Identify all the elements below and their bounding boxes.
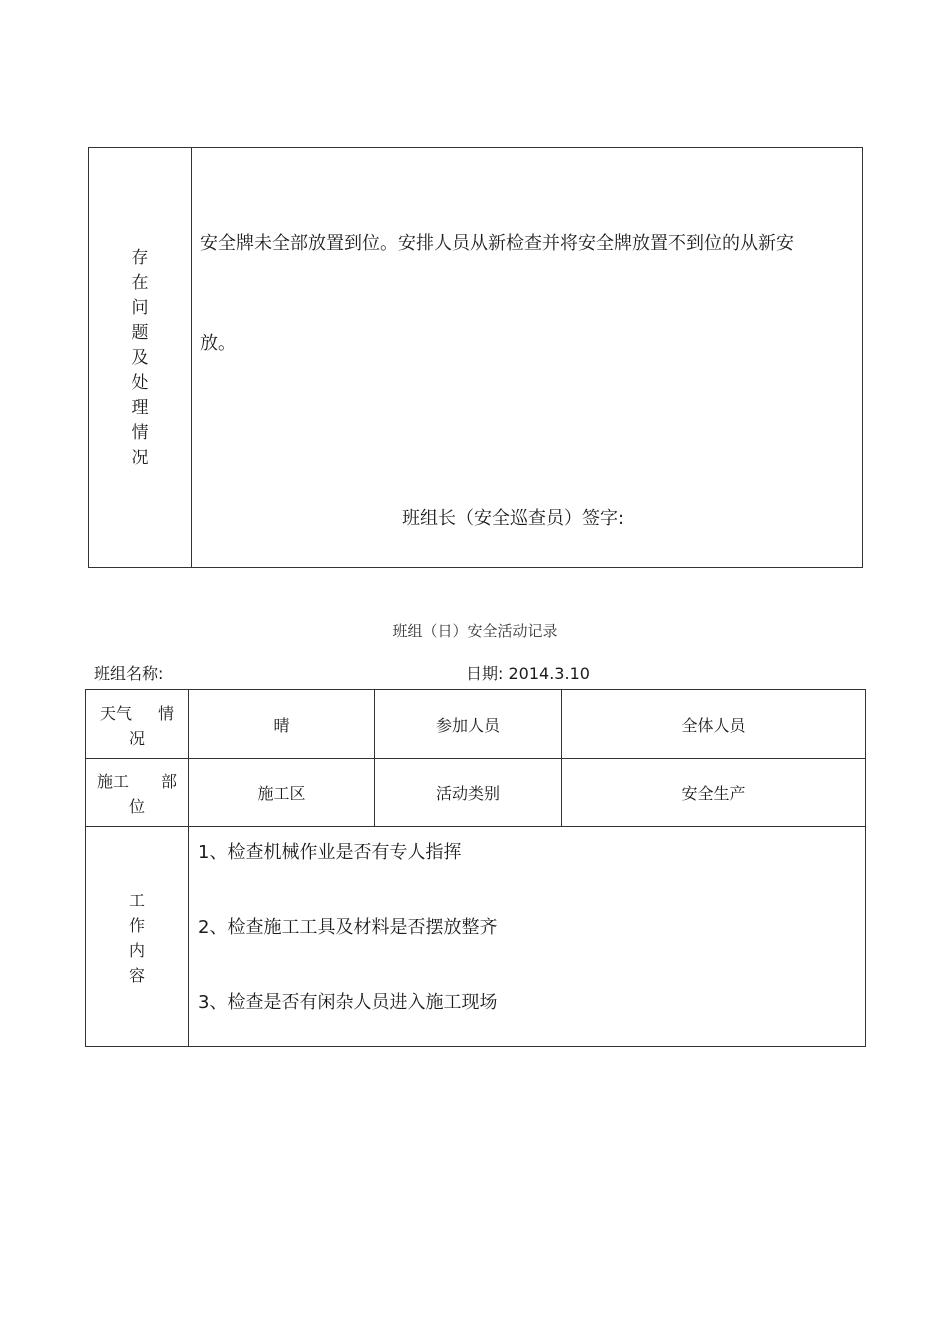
team-name-label: 班组名称: xyxy=(94,664,164,683)
issues-content-line-2: 放。 xyxy=(200,333,236,354)
participants-value: 全体人员 xyxy=(681,715,746,735)
issues-label-char: 情 xyxy=(131,423,149,443)
issues-table-divider xyxy=(191,147,192,568)
site-value: 施工区 xyxy=(257,784,306,803)
work-item: 3、检查是否有闲杂人员进入施工现场 xyxy=(198,992,498,1013)
issues-label-char: 况 xyxy=(131,448,149,468)
date-value: 2014.3.10 xyxy=(508,664,590,683)
issues-label-char: 存 xyxy=(131,248,149,268)
site-label-part: 施工 xyxy=(97,772,130,791)
participants-label: 参加人员 xyxy=(435,715,500,735)
activity-type-value: 安全生产 xyxy=(681,784,746,803)
table-row-divider-2 xyxy=(85,826,866,827)
activity-type-label: 活动类别 xyxy=(435,784,500,803)
issues-label-char: 题 xyxy=(131,323,149,343)
issues-label-char: 在 xyxy=(131,273,149,293)
issues-label-char: 问 xyxy=(131,298,149,318)
issues-label-char: 处 xyxy=(131,373,149,393)
site-label-part: 位 xyxy=(129,797,146,816)
work-item: 2、检查施工工具及材料是否摆放整齐 xyxy=(198,917,498,938)
weather-label-part: 情 xyxy=(158,704,175,723)
date-label: 日期: xyxy=(466,664,504,683)
work-label-char: 作 xyxy=(128,916,145,935)
weather-label-part: 天气 xyxy=(100,704,133,723)
record-title: 班组（日）安全活动记录 xyxy=(392,622,558,640)
issues-label-char: 及 xyxy=(131,348,149,368)
site-label-part: 部 xyxy=(161,772,178,791)
issues-table xyxy=(88,147,863,568)
work-content-label xyxy=(125,888,149,988)
issues-label-char: 理 xyxy=(131,398,149,418)
issues-side-label xyxy=(128,246,152,471)
work-label-char: 内 xyxy=(128,941,145,960)
weather-label-part: 况 xyxy=(129,729,146,748)
weather-value: 晴 xyxy=(273,715,290,735)
work-item: 1、检查机械作业是否有专人指挥 xyxy=(198,842,462,863)
signature-label: 班组长（安全巡查员）签字: xyxy=(402,508,625,529)
date-field xyxy=(466,663,590,685)
issues-content-line-1: 安全牌未全部放置到位。安排人员从新检查并将安全牌放置不到位的从新安 xyxy=(200,233,794,254)
work-label-char: 工 xyxy=(128,891,145,910)
work-label-char: 容 xyxy=(128,966,145,985)
